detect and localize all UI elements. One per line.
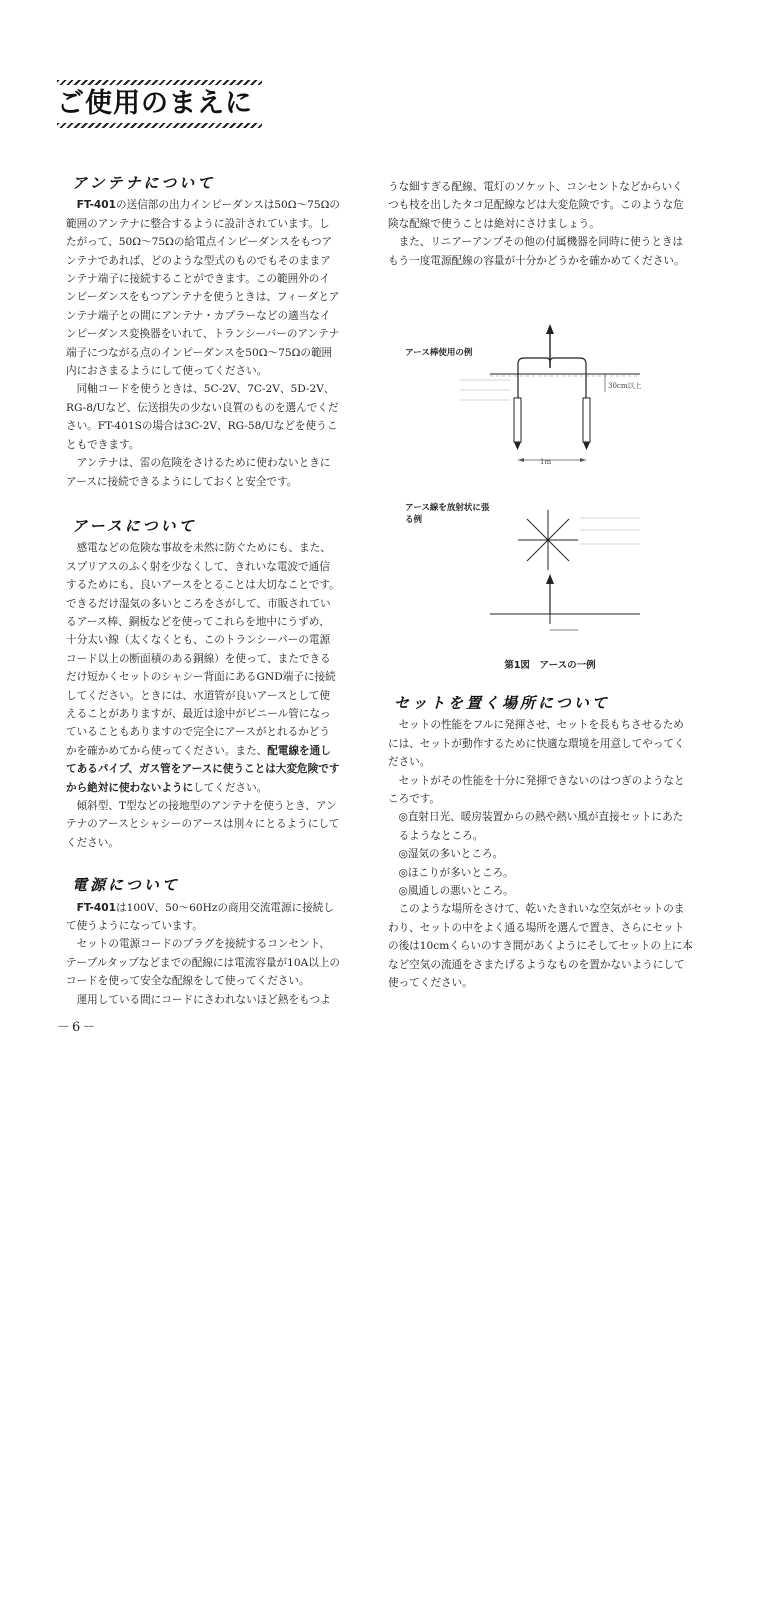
list-item: ◎風通しの悪いところ。: [398, 885, 514, 898]
antenna-paragraph-1: FT-401の送信部の出力インピーダンスは50Ω～75Ωの範囲のアンテナに整合するように設計されています。したがって、50Ω～75Ωの給電点インピーダンスをもつアンテナであれば、どのような型式のものでもそのままアンテナ端子に接続することができます。この範囲外のインピーダンスをもつアンテナを使うときは、フィーダとアンテナ端子との間にアンテナ・カプラーなどの適当なインピーダンス変換器をいれて、トランシーバーのアンテナ端子につながる点のインピーダンスを50Ω～75Ωの範囲内におさまるようにして使ってください。: [66, 199, 340, 378]
page-title: ご使用のまえに: [57, 88, 253, 119]
earth-paragraph-1: 感電などの危険な事故を未然に防ぐためにも、また、スプリアスのふく射を少なくして、きれいな電波で通信するためにも、良いアースをとることは大切なことです。できるだけ湿気の多いところをさがして、市販されているアース棒、銅板などを使ってこれらを地中にうずめ、十分太い線（太くなくとも、このトランシーバーの電源コード以上の断面積のある銅線）を使って、またできるだけ短かくセットのシャシー背面にあるGND端子に接続してください。ときには、水道管が良いアースとして使えることがありますが、最近は途中がビニール管になっていることもありますので完全にアースがとれるかどうかを確かめてから使ってください。また、配電線を通してあるパイプ、ガス管をアースに使うことは大変危険ですから絶対に使わないようにしてください。: [66, 542, 340, 794]
antenna-paragraph-2: 同軸コードを使うときは、5C-2V、7C-2V、5D-2V、RG-8/Uなど、伝送損失の少ない良質のものを選んでください。FT-401Sの場合は3C-2V、RG-58/Uなどを使うこともできます。: [66, 383, 339, 451]
power-paragraph-1: FT-401は100V、50～60Hzの商用交流電源に接続して使うようになっています。: [66, 901, 334, 933]
earth-diagram: [400, 318, 700, 658]
earth-figure: [400, 318, 700, 678]
placement-heading: セットを置く場所について: [394, 694, 610, 712]
earth-heading: アースについて: [72, 516, 197, 535]
figure-caption: 第1図 アースの一例: [504, 660, 596, 671]
antenna-paragraph-3: アンテナは、雷の危険をさけるために使わないときにアースに接続できるようにしておくと安全です。: [66, 457, 331, 488]
right-column-top: [388, 178, 693, 270]
power-paragraph-2: セットの電源コードのプラグを接続するコンセント、テーブルタップなどまでの配線には電流容量が10A以上のコードを使って安全な配線をして使ってください。: [66, 938, 341, 988]
power-heading: 電源について: [72, 876, 180, 895]
list-item: ◎湿気の多いところ。: [398, 848, 504, 861]
figure-label-radial: アース線を放射状に張る例: [405, 503, 490, 525]
depth-dimension-label: 30cm以上: [608, 382, 642, 390]
placement-paragraph-2: セットがその性能を十分に発揮できないのはつぎのようなところです。: [388, 774, 685, 806]
power-paragraph-4: また、リニアーアンプその他の付属機器を同時に使うときはもう一度電源配線の容量が十分かどうかを確かめてください。: [388, 236, 685, 267]
antenna-heading: アンテナについて: [72, 174, 216, 192]
title-bottom-border: [57, 123, 262, 128]
figure-label-rod: アース棒使用の例: [405, 348, 473, 358]
power-paragraph-3-start: 運用している間にコードにさわれないほど熱をもつよ: [76, 993, 331, 1006]
placement-list: [388, 808, 693, 900]
list-item: ◎ほこりが多いところ。: [398, 866, 514, 879]
power-paragraph-3-cont: うな細すぎる配線、電灯のソケット、コンセントなどからいくつも枝を出したタコ足配線などは大変危険です。このような危険な配線で使うことは絶対にさけましょう。: [388, 181, 684, 230]
page-number: －6－: [57, 1020, 98, 1035]
placement-paragraph-1: セットの性能をフルに発揮させ、セットを長もちさせるためには、セットが動作するために快適な環境を用意してやってください。: [388, 719, 685, 769]
earth-paragraph-2: 傾斜型、T型などの接地型のアンテナを使うとき、アンテナのアースとシャシーのアースは別々にとるようにしてください。: [66, 800, 340, 849]
placement-paragraph-3: このような場所をさけて、乾いたきれいな空気がセットのまわり、セットの中をよく通る場所を選んで置き、さらにセットの後は10cmくらいのすき間があくようにそしてセットの上に本など空気の流通をさまたげるようなものを置かないようにして使ってください。: [388, 903, 693, 990]
right-column-bottom: [388, 694, 693, 993]
left-column: [66, 174, 340, 1009]
list-item: ◎直射日光、暖房装置からの熱や熱い風が直接セットにあたるようなところ。: [398, 811, 684, 842]
rod-spacing-label: 1m: [540, 458, 552, 466]
page-title-block: [57, 80, 262, 128]
title-top-border: [57, 80, 262, 85]
